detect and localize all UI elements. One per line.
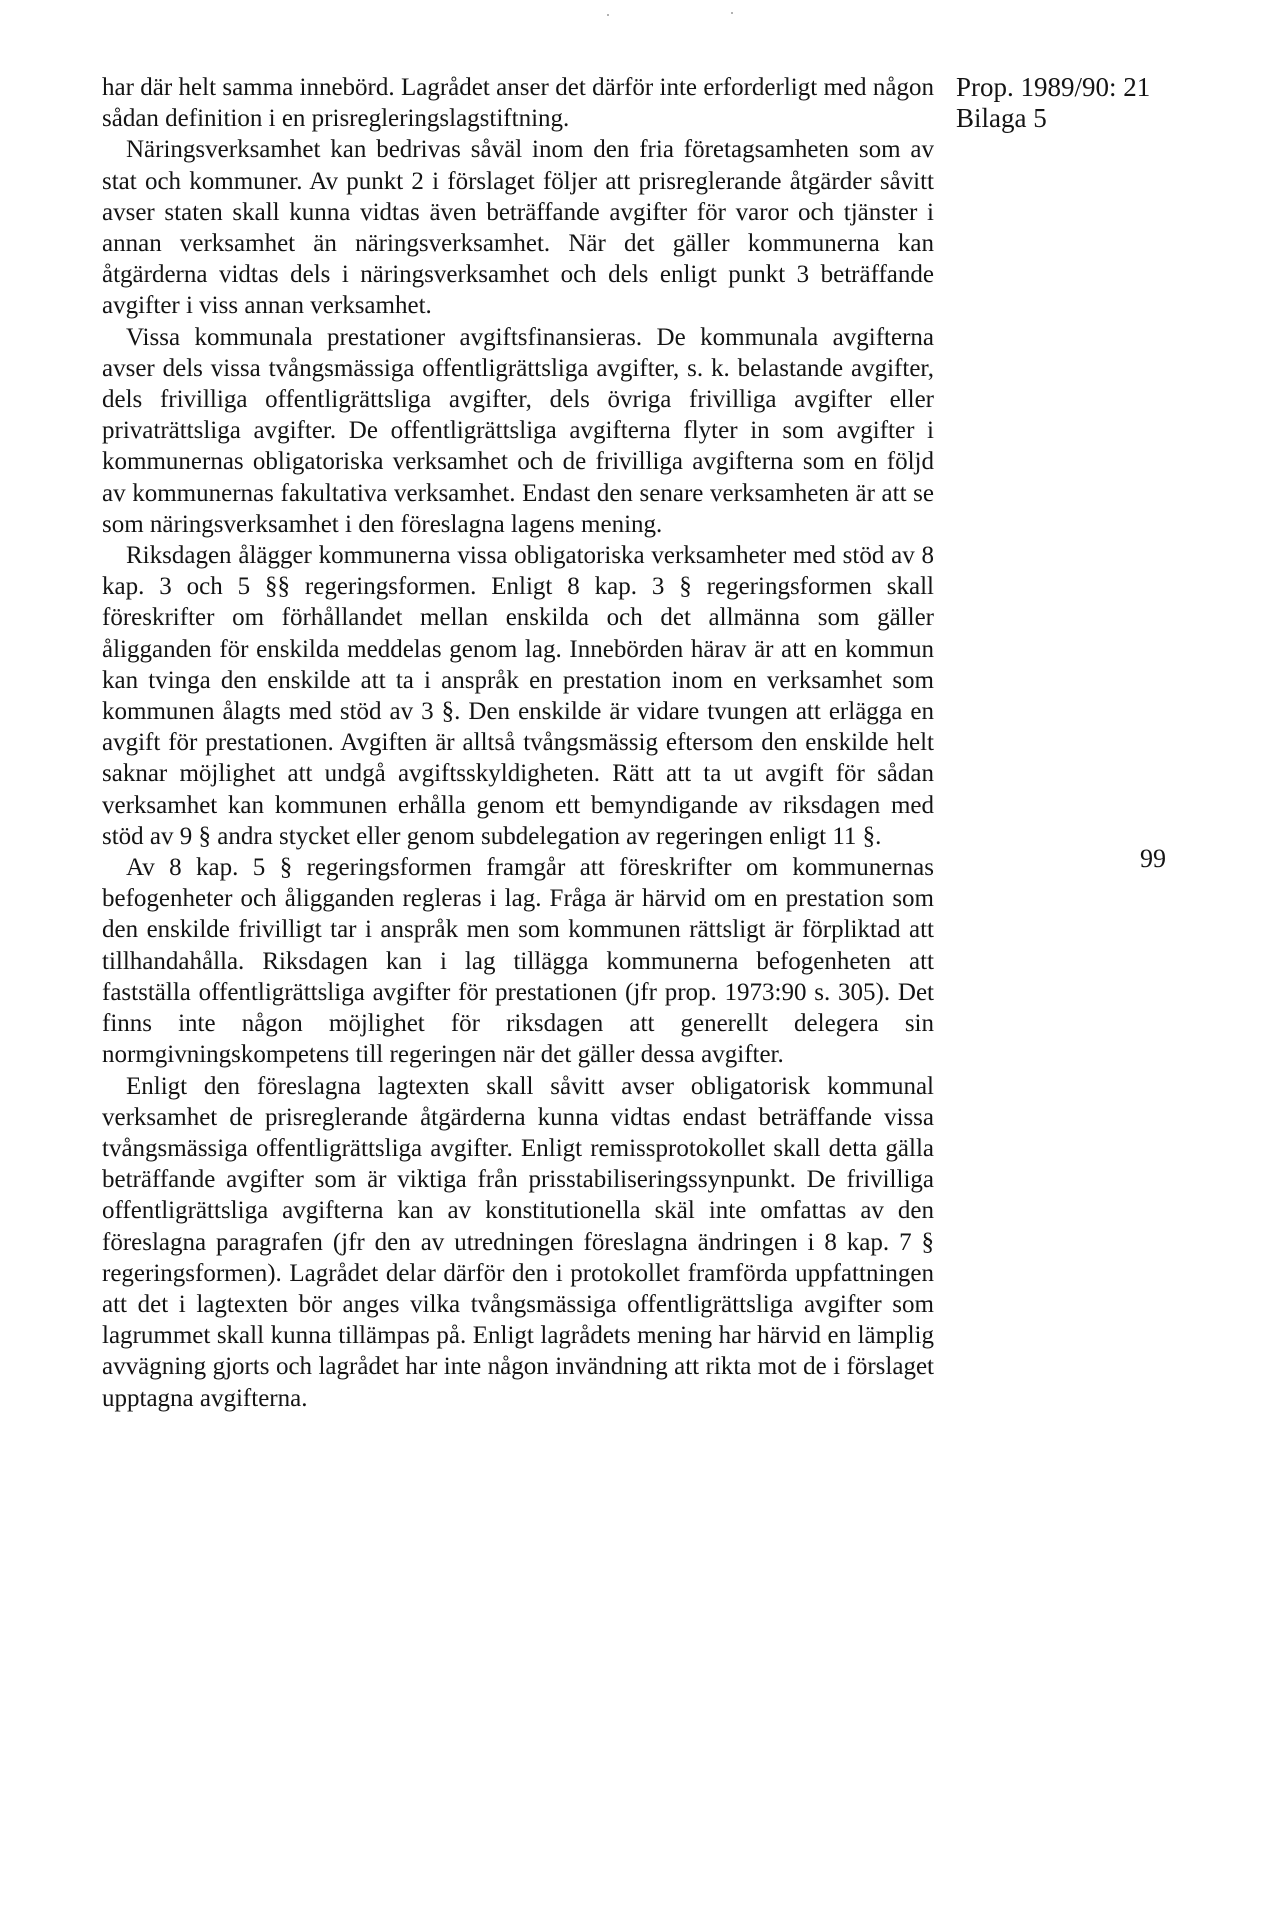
body-text xyxy=(102,72,934,1414)
paragraph-continuation: har där helt samma innebörd. Lagrådet anser det därför inte erforderligt med någon sådan definition i en prisregleringslagstiftning. xyxy=(102,74,934,133)
appendix-reference: Bilaga 5 xyxy=(956,103,1047,133)
proposition-reference: Prop. 1989/90: 21 xyxy=(956,72,1151,102)
paragraph: Enligt den föreslagna lagtexten skall såvitt avser obligatorisk kommunal verksamhet de prisreglerande åtgärderna kunna vidtas endast beträffande vissa tvångsmässiga offentligrättsliga avgifter. Enligt remissprotokollet skall detta gälla beträffande avgifter som är viktiga från prisstabiliseringssynpunkt. De frivilliga offentligrättsliga avgifterna kan av konstitutionella skäl inte omfattas av den föreslagna paragrafen (jfr den av utredningen föreslagna ändringen i 8 kap. 7 § regeringsformen). Lagrådet delar därför den i protokollet framförda uppfattningen att det i lagtexten bör anges vilka tvångsmässiga offentligrättsliga avgifter som lagrummet skall kunna tillämpas på. Enligt lagrådets mening har härvid en lämplig avvägning gjorts och lagrådet har inte någon invändning att rikta mot de i förslaget upptagna avgifterna. xyxy=(102,1072,934,1412)
margin-reference xyxy=(956,72,1150,134)
paragraph: Riksdagen ålägger kommunerna vissa obligatoriska verksamheter med stöd av 8 kap. 3 och 5 §§ regeringsformen. Enligt 8 kap. 3 § regeringsformen skall föreskrifter om förhållandet mellan enskilda och det allmänna som gäller åligganden för enskilda meddelas genom lag. Innebörden härav är att en kommun kan tvinga den enskilde att ta i anspråk en prestation inom en verksamhet som kommunen ålagts med stöd av 3 §. Den enskilde är vidare tvungen att erlägga en avgift för prestationen. Avgiften är alltså tvångsmässig eftersom den enskilde helt saknar möjlighet att undgå avgiftsskyldigheten. Rätt att ta ut avgift för sådan verksamhet kan kommunen erhålla genom ett bemyndigande av riksdagen med stöd av 9 § andra stycket eller genom subdelegation av regeringen enligt 11 §. xyxy=(102,542,934,850)
scan-speck xyxy=(731,12,733,14)
page-number: 99 xyxy=(1140,844,1166,873)
paragraph: Av 8 kap. 5 § regeringsformen framgår att föreskrifter om kommunernas befogenheter och åligganden regleras i lag. Fråga är härvid om en prestation som den enskilde frivilligt tar i anspråk men som kommunen rättsligt är förpliktad att tillhandahålla. Riksdagen kan i lag tillägga kommunerna befogenheten att fastställa offentligrättsliga avgifter för prestationen (jfr prop. 1973:90 s. 305). Det finns inte någon möjlighet för riksdagen att generellt delegera sin normgivningskompetens till regeringen när det gäller dessa avgifter. xyxy=(102,854,934,1069)
paragraph: Vissa kommunala prestationer avgiftsfinansieras. De kommunala avgifterna avser dels vissa tvångsmässiga offentligrättsliga avgifter, s. k. belastande avgifter, dels frivilliga offentligrättsliga avgifter, dels övriga frivilliga avgifter eller privaträttsliga avgifter. De offentligrättsliga avgifterna flyter in som avgifter i kommunernas obligatoriska verksamhet och de frivilliga avgifterna som en följd av kommunernas fakultativa verksamhet. Endast den senare verksamheten är att se som näringsverksamhet i den föreslagna lagens mening. xyxy=(102,323,934,538)
paragraph: Näringsverksamhet kan bedrivas såväl inom den fria företagsamheten som av stat och kommuner. Av punkt 2 i förslaget följer att prisreglerande åtgärder såvitt avser staten skall kunna vidtas även beträffande avgifter för varor och tjänster i annan verksamhet än näringsverksamhet. När det gäller kommunerna kan åtgärderna vidtas dels i näringsverksamhet och dels enligt punkt 3 beträffande avgifter i viss annan verksamhet. xyxy=(102,136,934,320)
scan-speck xyxy=(607,14,609,16)
